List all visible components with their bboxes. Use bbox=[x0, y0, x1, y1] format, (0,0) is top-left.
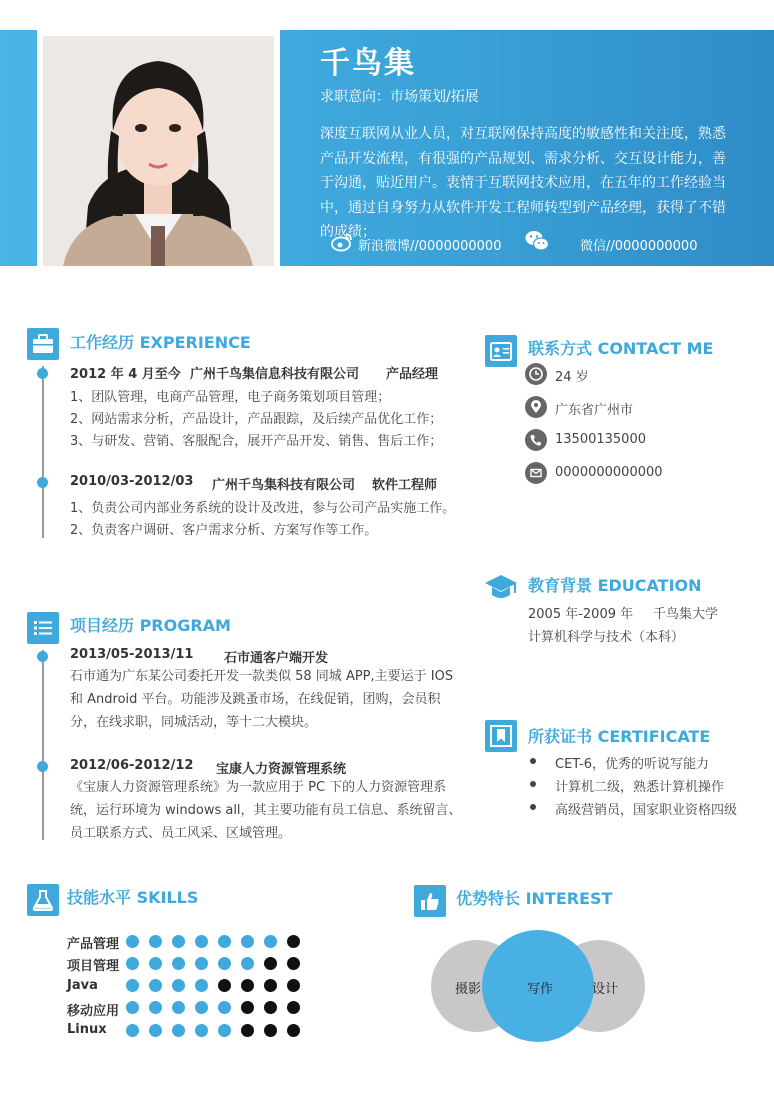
skill-dot-empty bbox=[287, 1001, 300, 1014]
certificate-section-title: 所获证书 CERTIFICATE bbox=[528, 727, 711, 746]
skill-dot-empty bbox=[241, 979, 254, 992]
job-duty: 2、网站需求分析，产品设计，产品跟踪，及后续产品优化工作； bbox=[70, 412, 443, 427]
job-intention: 求职意向：市场策划/拓展 bbox=[320, 89, 479, 105]
job-role: 产品经理 bbox=[386, 367, 439, 382]
skill-label: 项目管理 bbox=[67, 959, 120, 975]
skill-dot-empty bbox=[241, 1001, 254, 1014]
location-icon bbox=[525, 396, 547, 418]
wechat-text: 微信//0000000000 bbox=[580, 239, 698, 254]
skill-dot-filled bbox=[126, 957, 139, 970]
skill-dot-empty bbox=[287, 979, 300, 992]
flask-icon bbox=[27, 884, 59, 916]
skill-dot-filled bbox=[149, 979, 162, 992]
skill-dot-filled bbox=[195, 935, 208, 948]
bullet bbox=[530, 781, 536, 787]
skill-dot-empty bbox=[264, 1024, 277, 1037]
interest-design: 设计 bbox=[592, 982, 619, 997]
skill-dot-filled bbox=[126, 1024, 139, 1037]
education-school: 千鸟集大学 bbox=[653, 607, 719, 622]
skill-dot-filled bbox=[126, 979, 139, 992]
work-section-title: 工作经历 EXPERIENCE bbox=[70, 333, 251, 352]
education-section-title: 教育背景 EDUCATION bbox=[528, 576, 702, 595]
skills-section-title: 技能水平 SKILLS bbox=[67, 888, 199, 907]
briefcase-icon bbox=[27, 328, 59, 360]
certificate-item: 高级营销员，国家职业资格四级 bbox=[555, 803, 738, 818]
skill-dot-filled bbox=[149, 957, 162, 970]
contact-location: 广东省广州市 bbox=[555, 403, 634, 418]
contact-phone: 13500135000 bbox=[555, 432, 646, 447]
skill-dot-filled bbox=[172, 1024, 185, 1037]
skill-dot-empty bbox=[241, 1024, 254, 1037]
skill-dot-filled bbox=[149, 935, 162, 948]
skill-label: Java bbox=[67, 977, 98, 993]
skill-label: 产品管理 bbox=[67, 937, 120, 952]
profile-summary: 深度互联网从业人员，对互联网保持高度的敏感性和关注度，熟悉产品开发流程，有很强的产品规划、需求分析、交互设计能力，善于沟通，贴近用户。衷情于互联网技术应用，在五年的工作经验当中，通过自身努力从软件开发工程师转型到产品经理，获得了不错的成绩； bbox=[320, 126, 726, 240]
program-section-title: 项目经历 PROGRAM bbox=[70, 616, 231, 635]
program-timeline bbox=[42, 650, 44, 840]
project-description: 《宝康人力资源管理系统》为一款应用于 PC 下的人力资源管理系统，运行环境为 windows all，其主要功能有员工信息、系统留言、员工联系方式、员工风采、区域管理。 bbox=[70, 780, 462, 841]
skill-dot-empty bbox=[287, 1024, 300, 1037]
job-role: 软件工程师 bbox=[372, 478, 438, 493]
skill-dot-filled bbox=[172, 1001, 185, 1014]
job-duty: 1、负责公司内部业务系统的设计及改进，参与公司产品实施工作。 bbox=[70, 501, 456, 516]
id-card-icon bbox=[485, 335, 517, 367]
skill-dot-filled bbox=[218, 957, 231, 970]
certificate-item: CET-6，优秀的听说写能力 bbox=[555, 757, 710, 772]
skill-dot-empty bbox=[264, 979, 277, 992]
job-company: 广州千鸟集科技有限公司 bbox=[212, 478, 356, 493]
weibo-icon bbox=[330, 230, 354, 254]
weibo-text: 新浪微博//0000000000 bbox=[358, 239, 502, 254]
contact-email: 0000000000000 bbox=[555, 465, 663, 480]
certificate-item: 计算机二级，熟悉计算机操作 bbox=[555, 780, 725, 795]
education-period: 2005 年-2009 年 bbox=[528, 607, 634, 622]
timeline-dot bbox=[37, 368, 48, 379]
skill-dot-filled bbox=[218, 935, 231, 948]
interest-photography: 摄影 bbox=[455, 982, 482, 997]
work-timeline bbox=[42, 366, 44, 538]
job-duty: 1、团队管理，电商产品管理，电子商务策划项目管理； bbox=[70, 390, 391, 405]
graduation-cap-icon bbox=[484, 572, 518, 602]
project-name: 石市通客户端开发 bbox=[224, 651, 329, 666]
skill-dot-empty bbox=[218, 979, 231, 992]
skill-dot-empty bbox=[287, 935, 300, 948]
skill-dot-filled bbox=[218, 1001, 231, 1014]
mail-icon bbox=[525, 462, 547, 484]
skill-dot-filled bbox=[126, 1001, 139, 1014]
interest-section-title: 优势特长 INTEREST bbox=[456, 889, 613, 908]
interest-writing: 写作 bbox=[527, 982, 554, 997]
skill-dot-filled bbox=[195, 1024, 208, 1037]
project-period: 2013/05-2013/11 bbox=[70, 647, 194, 662]
job-company: 广州千鸟集信息科技有限公司 bbox=[190, 367, 360, 382]
timeline-dot bbox=[37, 477, 48, 488]
skill-dot-filled bbox=[218, 1024, 231, 1037]
skill-dot-filled bbox=[195, 979, 208, 992]
project-description: 石市通为广东某公司委托开发一款类似 58 同城 APP,主要运于 IOS 和 Android 平台。功能涉及跳蚤市场，在线促销，团购，会员积分，在线求职，同城活动，等十二大模块。 bbox=[70, 669, 454, 730]
skill-label: 移动应用 bbox=[67, 1003, 120, 1019]
skill-dot-filled bbox=[195, 957, 208, 970]
bullet bbox=[530, 804, 536, 810]
skill-label: Linux bbox=[67, 1022, 107, 1038]
skill-dot-empty bbox=[264, 957, 277, 970]
clock-icon bbox=[525, 363, 547, 385]
bookmark-icon bbox=[485, 720, 517, 752]
skill-dot-filled bbox=[126, 935, 139, 948]
skill-dot-filled bbox=[241, 957, 254, 970]
candidate-name: 千鸟集 bbox=[320, 46, 416, 81]
skill-dot-filled bbox=[149, 1024, 162, 1037]
phone-icon bbox=[525, 429, 547, 451]
skill-dot-filled bbox=[172, 957, 185, 970]
job-duty: 3、与研发、营销、客服配合，展开产品开发、销售、售后工作； bbox=[70, 434, 443, 449]
thumbs-up-icon bbox=[414, 885, 446, 917]
skill-dot-filled bbox=[264, 935, 277, 948]
wechat-icon bbox=[524, 228, 550, 254]
project-period: 2012/06-2012/12 bbox=[70, 758, 194, 773]
timeline-dot bbox=[37, 761, 48, 772]
contact-section-title: 联系方式 CONTACT ME bbox=[528, 339, 714, 358]
list-icon bbox=[27, 612, 59, 644]
project-name: 宝康人力资源管理系统 bbox=[216, 762, 347, 777]
skill-dot-filled bbox=[195, 1001, 208, 1014]
skill-dot-filled bbox=[172, 979, 185, 992]
education-major: 计算机科学与技术（本科） bbox=[528, 630, 685, 645]
job-period: 2010/03-2012/03 bbox=[70, 474, 194, 489]
job-period: 2012 年 4 月至今 bbox=[70, 367, 181, 382]
skill-dot-empty bbox=[287, 957, 300, 970]
job-duty: 2、负责客户调研、客户需求分析、方案写作等工作。 bbox=[70, 523, 378, 538]
skill-dot-empty bbox=[264, 1001, 277, 1014]
contact-age: 24 岁 bbox=[555, 370, 589, 385]
skill-dot-filled bbox=[149, 1001, 162, 1014]
timeline-dot bbox=[37, 651, 48, 662]
bullet bbox=[530, 758, 536, 764]
profile-photo bbox=[43, 36, 274, 266]
skill-dot-filled bbox=[172, 935, 185, 948]
skill-dot-filled bbox=[241, 935, 254, 948]
